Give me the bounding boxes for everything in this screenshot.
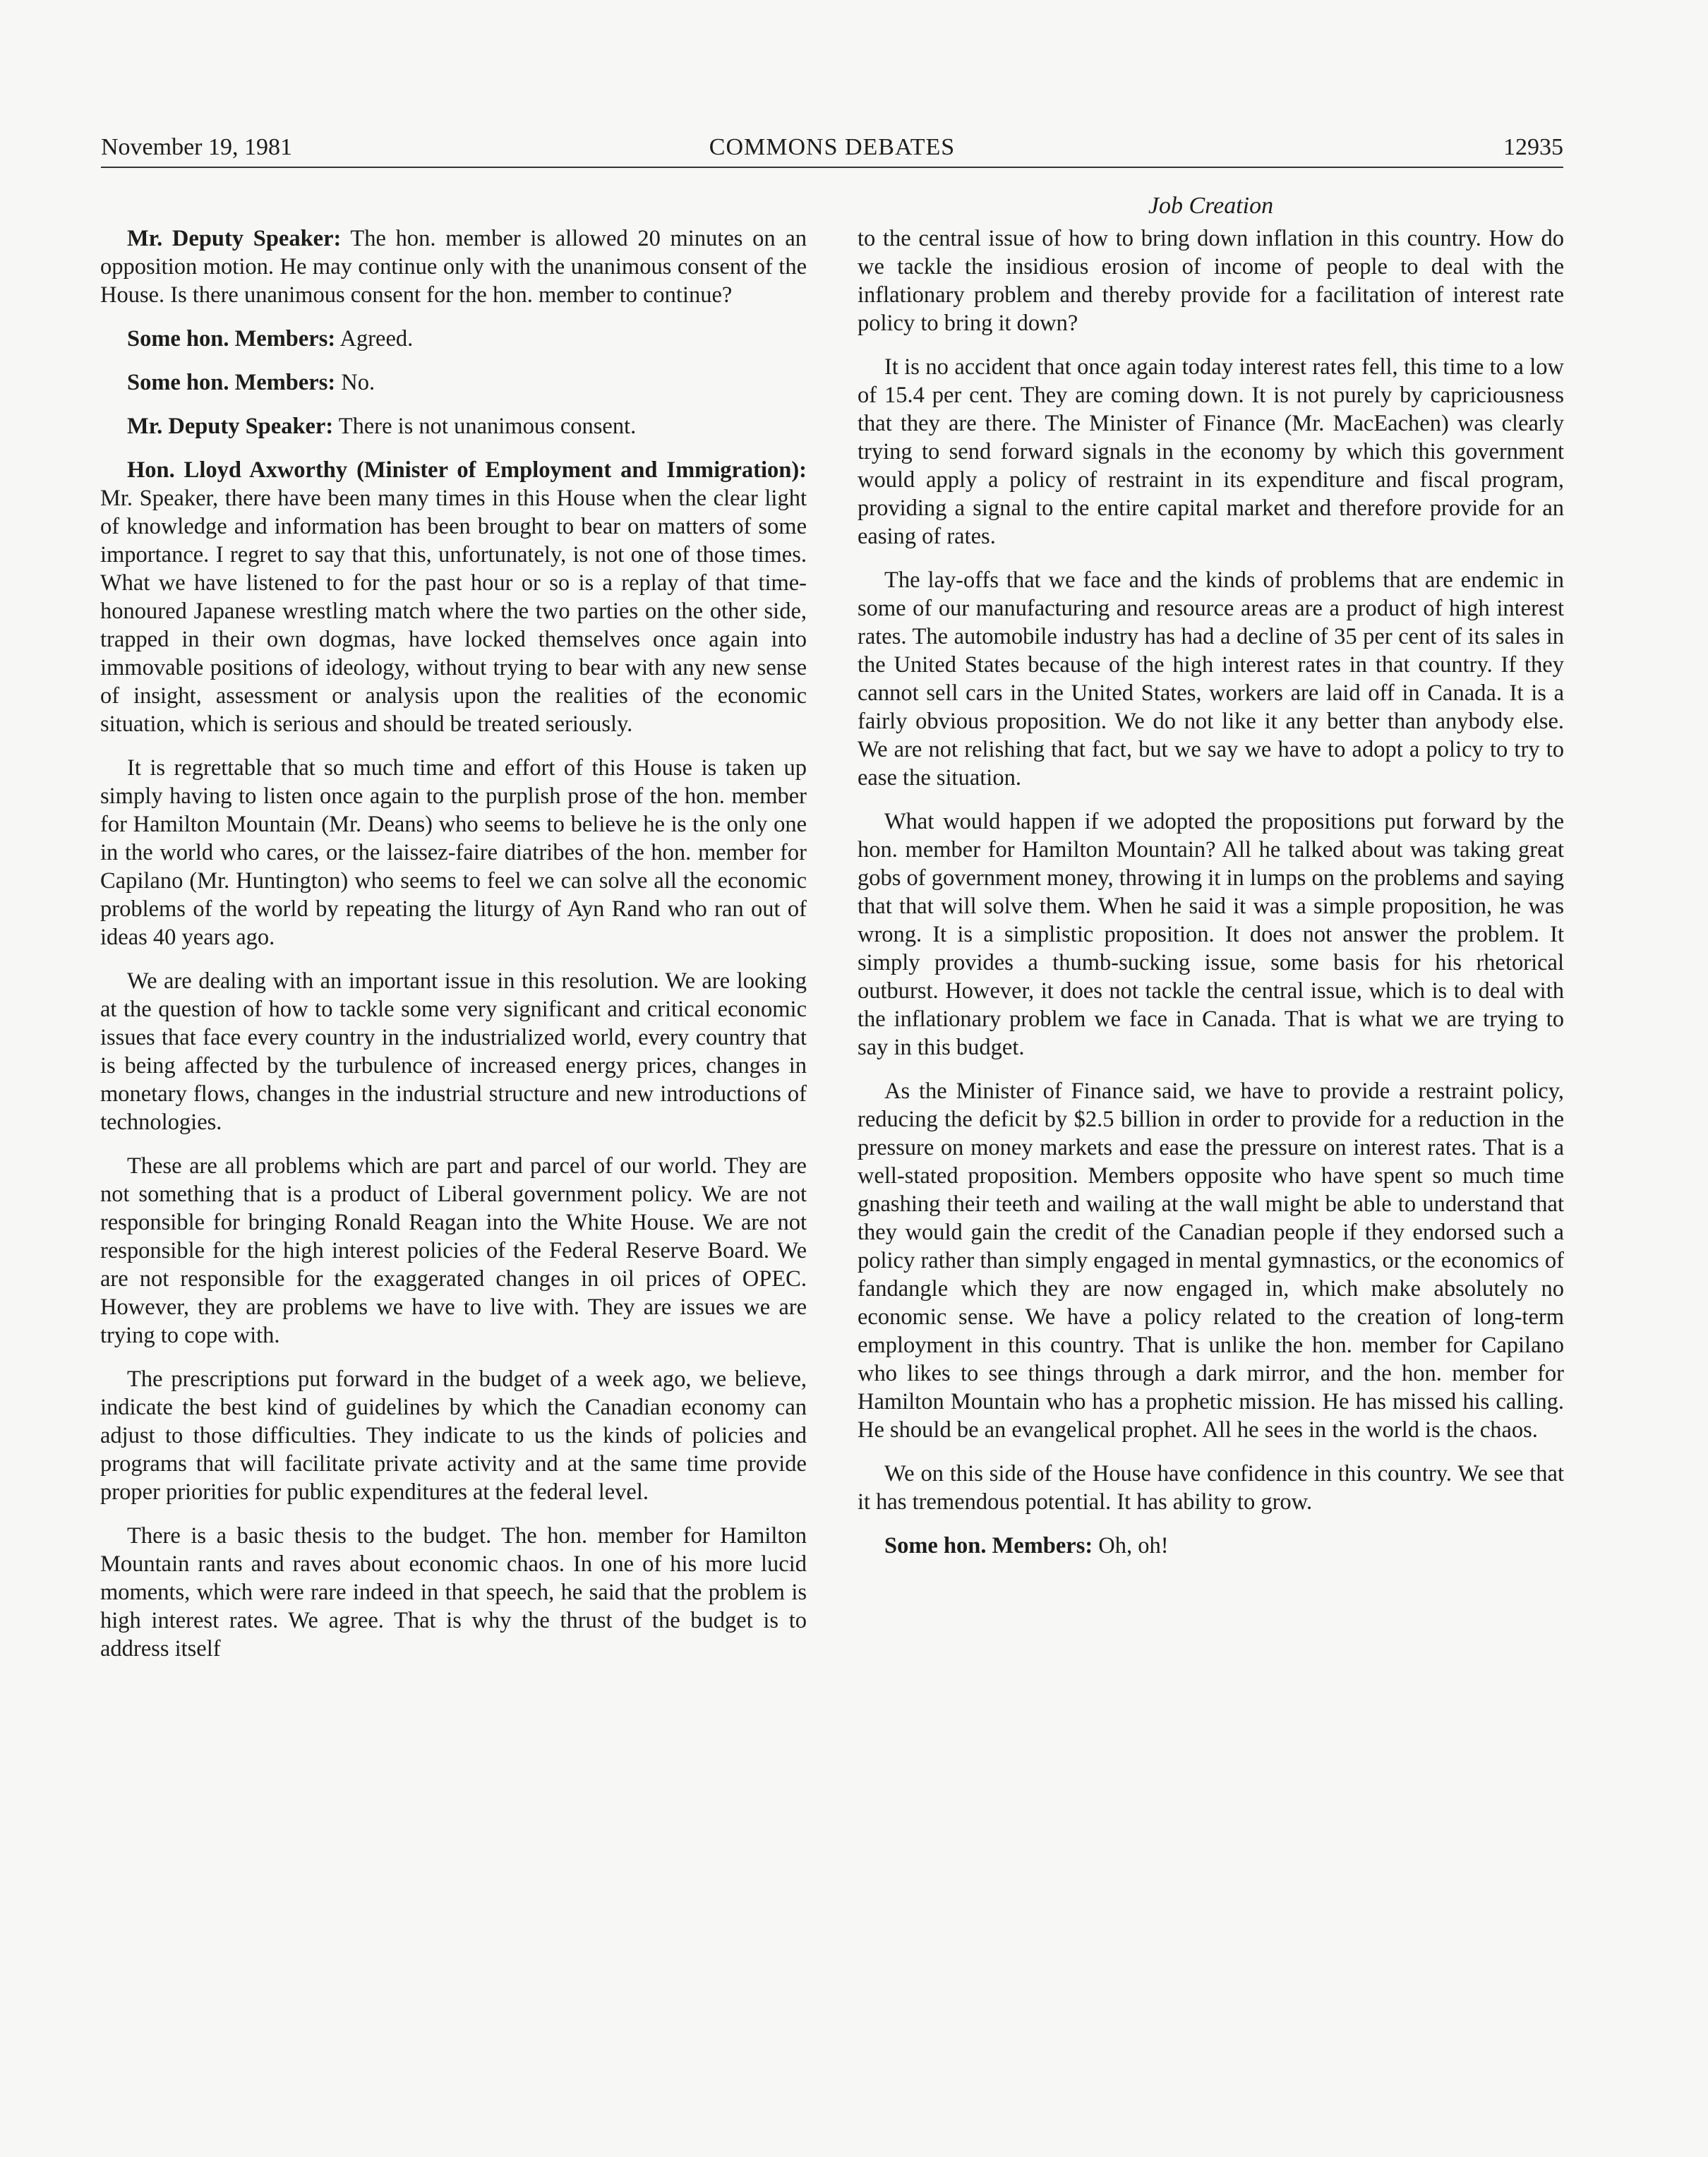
right-column	[858, 224, 1564, 1575]
speaker-name: Some hon. Members:	[127, 326, 336, 352]
paragraph	[100, 456, 807, 738]
paragraph-text: We are dealing with an important issue in this resolution. We are looking at the question of how to tackle some very significant and critical economic issues that face every country in the industrialized world, every country that is being affected by the turbulence of increased energy prices, changes in monetary flows, changes in the industrial structure and new introductions of technologies.	[100, 968, 807, 1135]
paragraph	[858, 1460, 1564, 1516]
paragraph	[858, 224, 1564, 337]
paragraph	[858, 807, 1564, 1062]
paragraph	[100, 967, 807, 1136]
paragraph-text: It is no accident that once again today interest rates fell, this time to a low of 15.4 per cent. They are coming down. It is not purely by capriciousness that they are there. The Minister of Finance (Mr. MacEachen) was clearly trying to send forward signals in the economy by which this government would apply a policy of restraint in its expenditure and fiscal program, providing a signal to the entire capital market and therefore provide for an easing of rates.	[858, 354, 1564, 549]
paragraph-text: What would happen if we adopted the propositions put forward by the hon. member for Hamilton Mountain? All he talked about was taking great gobs of government money, throwing it in lumps on the problems and saying that that will solve them. When he said it was a simple proposition, he was wrong. It is a simplistic proposition. It does not answer the problem. It simply provides a thumb-sucking issue, some basis for his rhetorical outburst. However, it does not tackle the central issue, which is to deal with the inflationary problem we face in Canada. That is what we are trying to say in this budget.	[858, 809, 1564, 1060]
paragraph-text: Agreed.	[335, 326, 414, 352]
paragraph-text: As the Minister of Finance said, we have to provide a restraint policy, reducing the deficit by $2.5 billion in order to provide for a reduction in the pressure on money markets and ease the pressure on interest rates. That is a well-stated proposition. Members opposite who have spent so much time gnashing their teeth and wailing at the wall might be able to understand that they would gain the credit of the Canadian people if they endorsed such a policy rather than simply engaged in mental gymnastics, or the economics of fandangle which they are now engaged in, which make absolutely no economic sense. We have a policy related to the creation of long-term employment in this country. That is unlike the hon. member for Capilano who likes to see things through a dark mirror, and the hon. member for Hamilton Mountain who has a prophetic mission. He has missed his calling. He should be an evangelical prophet. All he sees in the world is the chaos.	[858, 1078, 1564, 1443]
page-header	[101, 131, 1563, 167]
paragraph-text: There is a basic thesis to the budget. The hon. member for Hamilton Mountain rants and raves about economic chaos. In one of his more lucid moments, which were rare indeed in that speech, he said that the problem is high interest rates. We agree. That is why the thrust of the budget is to address itself	[100, 1523, 807, 1662]
header-title: COMMONS DEBATES	[709, 134, 956, 160]
paragraph-text: There is not unanimous consent.	[333, 414, 637, 439]
paragraph	[858, 566, 1564, 792]
paragraph-text: to the central issue of how to bring down inflation in this country. How do we tackle the insidious erosion of income of people to deal with the inflationary problem and thereby provide for a facilitation of interest rate policy to bring it down?	[858, 226, 1564, 336]
left-column	[100, 224, 807, 1678]
paragraph-text: The hon. member is allowed 20 minutes on an opposition motion. He may continue only with the unanimous consent of the House. Is there unanimous consent for the hon. member to continue?	[100, 226, 807, 308]
paragraph-text: Oh, oh!	[1093, 1533, 1169, 1558]
paragraph-text: The prescriptions put forward in the budget of a week ago, we believe, indicate the best kind of guidelines by which the Canadian economy can adjust to those difficulties. They indicate to us the kinds of policies and programs that will facilitate private activity and at the same time provide proper priorities for public expenditures at the federal level.	[100, 1366, 807, 1505]
header-rule	[101, 167, 1563, 168]
speaker-name: Some hon. Members:	[127, 370, 336, 395]
paragraph-text: It is regrettable that so much time and effort of this House is taken up simply having to listen once again to the purplish prose of the hon. member for Hamilton Mountain (Mr. Deans) who seems to believe he is the only one in the world who cares, or the laissez-faire diatribes of the hon. member for Capilano (Mr. Huntington) who seems to feel we can solve all the economic problems of the world by repeating the liturgy of Ayn Rand who ran out of ideas 40 years ago.	[100, 755, 807, 950]
paragraph	[100, 1152, 807, 1350]
paragraph	[100, 412, 807, 440]
speaker-name: Some hon. Members:	[884, 1533, 1093, 1558]
paragraph	[858, 353, 1564, 551]
paragraph	[858, 1532, 1564, 1560]
paragraph	[100, 1522, 807, 1663]
paragraph	[100, 325, 807, 353]
paragraph	[100, 1365, 807, 1506]
running-title: Job Creation	[1148, 193, 1274, 219]
paragraph	[100, 224, 807, 309]
header-page-number: 12935	[1503, 134, 1563, 160]
paragraph	[100, 368, 807, 397]
speaker-name: Hon. Lloyd Axworthy (Minister of Employment and Immigration):	[127, 457, 807, 483]
speaker-name: Mr. Deputy Speaker:	[127, 414, 334, 439]
speaker-name: Mr. Deputy Speaker:	[127, 226, 342, 251]
paragraph-text: These are all problems which are part and parcel of our world. They are not something that is a product of Liberal government policy. We are not responsible for bringing Ronald Reagan into the White House. We are not responsible for the high interest policies of the Federal Reserve Board. We are not responsible for the exaggerated changes in oil prices of OPEC. However, they are problems we have to live with. They are issues we are trying to cope with.	[100, 1153, 807, 1348]
paragraph-text: No.	[335, 370, 375, 395]
header-date: November 19, 1981	[101, 134, 293, 160]
paragraph-text: We on this side of the House have confidence in this country. We see that it has tremendous potential. It has ability to grow.	[858, 1461, 1564, 1515]
paragraph-text: The lay-offs that we face and the kinds of problems that are endemic in some of our manufacturing and resource areas are a product of high interest rates. The automobile industry has had a decline of 35 per cent of its sales in the United States because of the high interest rates in that country. If they cannot sell cars in the United States, workers are laid off in Canada. It is a fairly obvious proposition. We do not like it any better than anybody else. We are not relishing that fact, but we say we have to adopt a policy to try to ease the situation.	[858, 567, 1564, 791]
paragraph	[858, 1077, 1564, 1444]
paragraph	[100, 754, 807, 951]
paragraph-text: Mr. Speaker, there have been many times in this House when the clear light of knowledge and information has been brought to bear on matters of some importance. I regret to say that this, unfortunately, is not one of those times. What we have listened to for the past hour or so is a replay of that time-honoured Japanese wrestling match where the two parties on the other side, trapped in their own dogmas, have locked themselves once again into immovable positions of ideology, without trying to bear with any new sense of insight, assessment or analysis upon the realities of the economic situation, which is serious and should be treated seriously.	[100, 486, 807, 737]
